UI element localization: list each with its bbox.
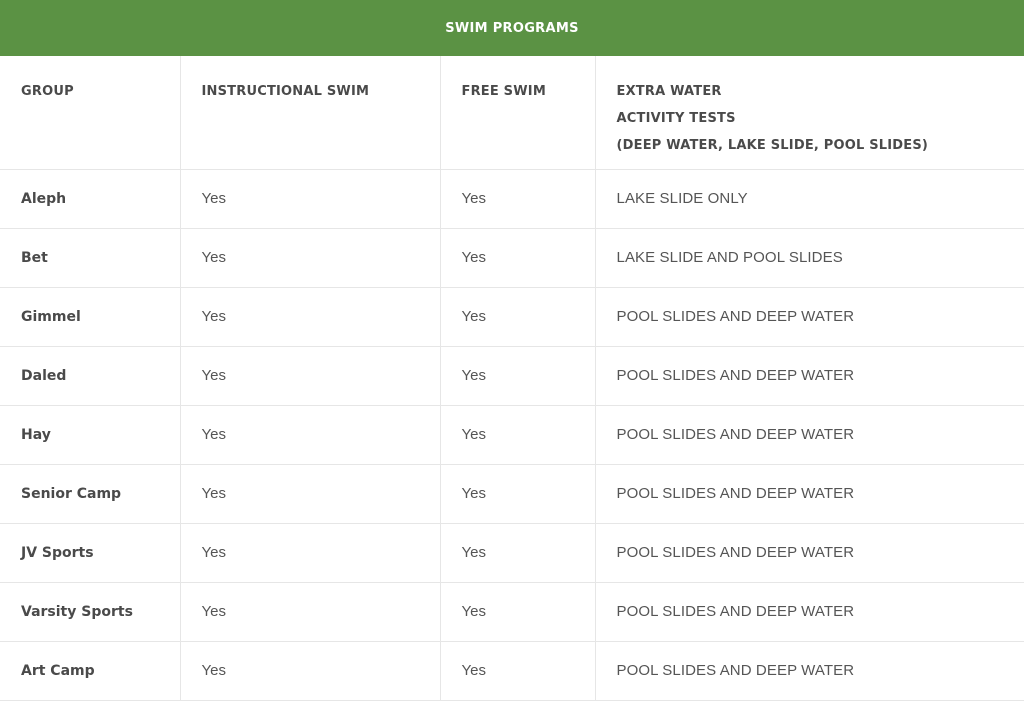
- header-free-swim: FREE SWIM: [440, 56, 595, 169]
- cell-instructional: Yes: [180, 287, 440, 346]
- cell-free: Yes: [440, 346, 595, 405]
- cell-tests: POOL SLIDES AND DEEP WATER: [595, 641, 1024, 700]
- cell-tests: POOL SLIDES AND DEEP WATER: [595, 464, 1024, 523]
- cell-group: JV Sports: [0, 523, 180, 582]
- cell-instructional: Yes: [180, 169, 440, 228]
- cell-tests: POOL SLIDES AND DEEP WATER: [595, 346, 1024, 405]
- table-title: SWIM PROGRAMS: [0, 0, 1024, 56]
- header-extra-water-tests: [595, 56, 1024, 169]
- header-extra-line-3: (DEEP WATER, LAKE SLIDE, POOL SLIDES): [616, 138, 929, 153]
- cell-tests: LAKE SLIDE AND POOL SLIDES: [595, 228, 1024, 287]
- cell-instructional: Yes: [180, 641, 440, 700]
- swim-programs-table: [0, 56, 1024, 701]
- cell-free: Yes: [440, 582, 595, 641]
- cell-instructional: Yes: [180, 228, 440, 287]
- cell-group: Varsity Sports: [0, 582, 180, 641]
- cell-tests: POOL SLIDES AND DEEP WATER: [595, 523, 1024, 582]
- table-row: [0, 405, 1024, 464]
- cell-group: Aleph: [0, 169, 180, 228]
- cell-tests: POOL SLIDES AND DEEP WATER: [595, 582, 1024, 641]
- table-row: [0, 169, 1024, 228]
- cell-instructional: Yes: [180, 523, 440, 582]
- cell-group: Hay: [0, 405, 180, 464]
- cell-group: Bet: [0, 228, 180, 287]
- table-row: [0, 346, 1024, 405]
- table-row: [0, 464, 1024, 523]
- cell-group: Art Camp: [0, 641, 180, 700]
- cell-instructional: Yes: [180, 405, 440, 464]
- cell-tests: POOL SLIDES AND DEEP WATER: [595, 287, 1024, 346]
- table-row: [0, 228, 1024, 287]
- table-row: [0, 582, 1024, 641]
- cell-group: Gimmel: [0, 287, 180, 346]
- cell-free: Yes: [440, 464, 595, 523]
- header-extra-line-2: ACTIVITY TESTS: [616, 111, 736, 126]
- header-row: [0, 56, 1024, 169]
- cell-instructional: Yes: [180, 582, 440, 641]
- cell-tests: POOL SLIDES AND DEEP WATER: [595, 405, 1024, 464]
- cell-free: Yes: [440, 228, 595, 287]
- cell-free: Yes: [440, 641, 595, 700]
- table-row: [0, 287, 1024, 346]
- cell-free: Yes: [440, 405, 595, 464]
- header-group: GROUP: [0, 56, 180, 169]
- cell-instructional: Yes: [180, 464, 440, 523]
- header-extra-line-1: EXTRA WATER: [616, 84, 722, 99]
- table-row: [0, 523, 1024, 582]
- cell-instructional: Yes: [180, 346, 440, 405]
- cell-group: Daled: [0, 346, 180, 405]
- cell-group: Senior Camp: [0, 464, 180, 523]
- cell-free: Yes: [440, 287, 595, 346]
- cell-free: Yes: [440, 523, 595, 582]
- cell-free: Yes: [440, 169, 595, 228]
- table-row: [0, 641, 1024, 700]
- header-instructional-swim: INSTRUCTIONAL SWIM: [180, 56, 440, 169]
- cell-tests: LAKE SLIDE ONLY: [595, 169, 1024, 228]
